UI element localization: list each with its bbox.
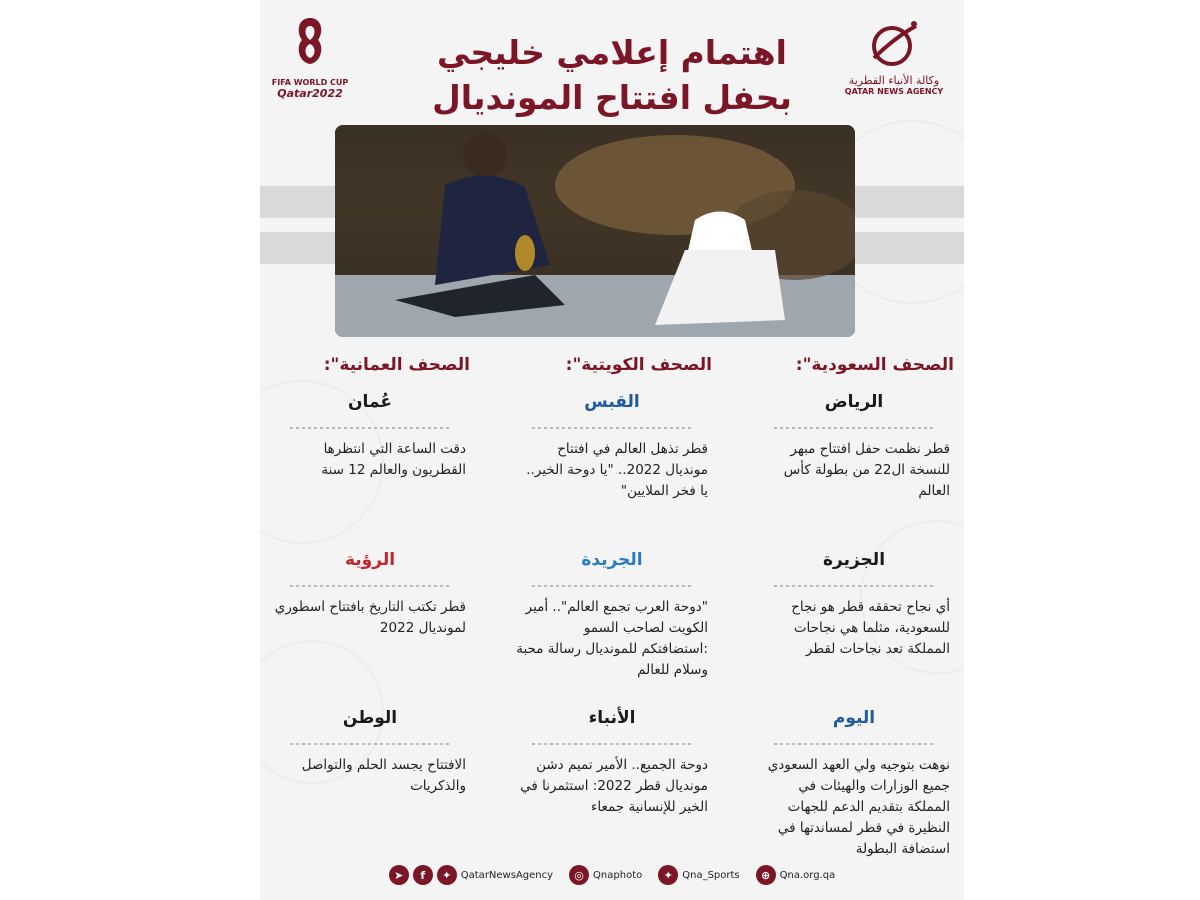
twitter-icon[interactable]: ✦ [437, 865, 457, 885]
column-heading-saudi: الصحف السعودية": [795, 355, 954, 375]
social-handle-link[interactable]: QatarNewsAgency [460, 869, 554, 881]
twitter-sports-icon[interactable]: ✦ [658, 865, 678, 885]
ceremony-scene-illustration [335, 125, 855, 337]
globe-icon[interactable]: ⊕ [756, 865, 776, 885]
divider [532, 741, 692, 747]
masthead-alroya: الرؤية [344, 550, 396, 570]
qna-emblem-icon [864, 18, 924, 70]
list-item [270, 543, 470, 701]
masthead-alwatan: الوطن [342, 708, 398, 728]
divider [774, 741, 934, 747]
list-item [270, 385, 470, 543]
masthead-alanba: الأنباء [588, 708, 636, 728]
headline: أي نجاح تحققه قطر هو نجاح للسعودية، مثلما هي نجاحات المملكة تعد نجاحات لقطر [791, 599, 950, 657]
opening-ceremony-photo [335, 125, 855, 337]
instagram-group [569, 865, 642, 885]
masthead-alyaum: اليوم [832, 708, 876, 728]
divider [290, 425, 450, 431]
headline: دوحة الجميع.. الأمير تميم دشن مونديال قطر 2022: استثمرنا في الخير للإنسانية جمعاء [520, 757, 708, 815]
column-saudi [754, 355, 954, 859]
list-item [270, 701, 470, 859]
facebook-icon[interactable]: f [413, 865, 433, 885]
website-link[interactable]: Qna.org.qa [779, 869, 836, 881]
list-item [754, 385, 954, 543]
wc-logo-line2: Qatar2022 [277, 87, 343, 100]
list-item [754, 543, 954, 701]
divider [532, 583, 692, 589]
headline: "دوحة العرب تجمع العالم".. أمير الكويت لصاحب السمو :استضافتكم للمونديال رسالة محبة وسلام للعالم [516, 599, 708, 678]
list-item [512, 701, 712, 859]
headline: دقت الساعة التي انتظرها القطريون والعالم 12 سنة [321, 441, 466, 478]
title-line-1: اهتمام إعلامي خليجي [437, 33, 787, 72]
list-item [512, 543, 712, 701]
divider [290, 583, 450, 589]
headline: قطر نظمت حفل افتتاح مبهر للنسخة ال22 من بطولة كأس العالم [783, 441, 950, 499]
telegram-icon[interactable]: ➤ [389, 865, 409, 885]
qna-logo-arabic: وكالة الأنباء القطرية [848, 74, 940, 87]
headline: الافتتاح يجسد الحلم والتواصل والذكريات [301, 757, 466, 794]
column-omani [270, 355, 470, 859]
headline: قطر تكتب التاريخ بافتتاح اسطوري لمونديال 2022 [274, 599, 466, 636]
divider [532, 425, 692, 431]
masthead-oman: عُمان [348, 392, 392, 412]
qna-logo-english: QATAR NEWS AGENCY [844, 87, 944, 96]
list-item [512, 385, 712, 543]
page-title [400, 30, 824, 120]
headline: قطر تذهل العالم في افتتاح مونديال 2022.. "يا دوحة الخير.. يا فخر الملايين" [526, 441, 708, 499]
divider [774, 583, 934, 589]
headline: نوهت بتوجيه ولي العهد السعودي جميع الوزارات والهيئات في المملكة بتقديم الدعم للجهات النظيرة في قطر لمساندتها في استضافة البطولة [767, 757, 950, 857]
world-cup-logo [270, 14, 350, 100]
footer-social-bar [260, 860, 964, 890]
qna-logo [844, 18, 944, 96]
title-line-2: بحفل افتتاح المونديال [432, 78, 792, 117]
twitter-sports-link[interactable]: Qna_Sports [682, 869, 740, 881]
instagram-link[interactable]: Qnaphoto [593, 869, 643, 881]
divider [774, 425, 934, 431]
column-heading-omani: الصحف العمانية": [323, 355, 470, 375]
column-kuwaiti [512, 355, 712, 859]
column-heading-kuwaiti: الصحف الكويتية": [565, 355, 712, 375]
masthead-alriyadh: الرياض [824, 392, 884, 412]
divider [290, 741, 450, 747]
website-group [756, 865, 836, 885]
twitter-sports-group [658, 865, 739, 885]
list-item [754, 701, 954, 859]
masthead-aljarida: الجريدة [581, 550, 643, 570]
masthead-aljazirah: الجزيرة [822, 550, 886, 570]
masthead-alqabas: القبس [584, 392, 640, 412]
infographic-page [260, 0, 964, 900]
world-cup-emblem-icon [290, 14, 330, 74]
instagram-icon[interactable]: ◎ [569, 865, 589, 885]
social-agency-group [389, 865, 553, 885]
wc-logo-line1: FIFA WORLD CUP [271, 78, 349, 87]
